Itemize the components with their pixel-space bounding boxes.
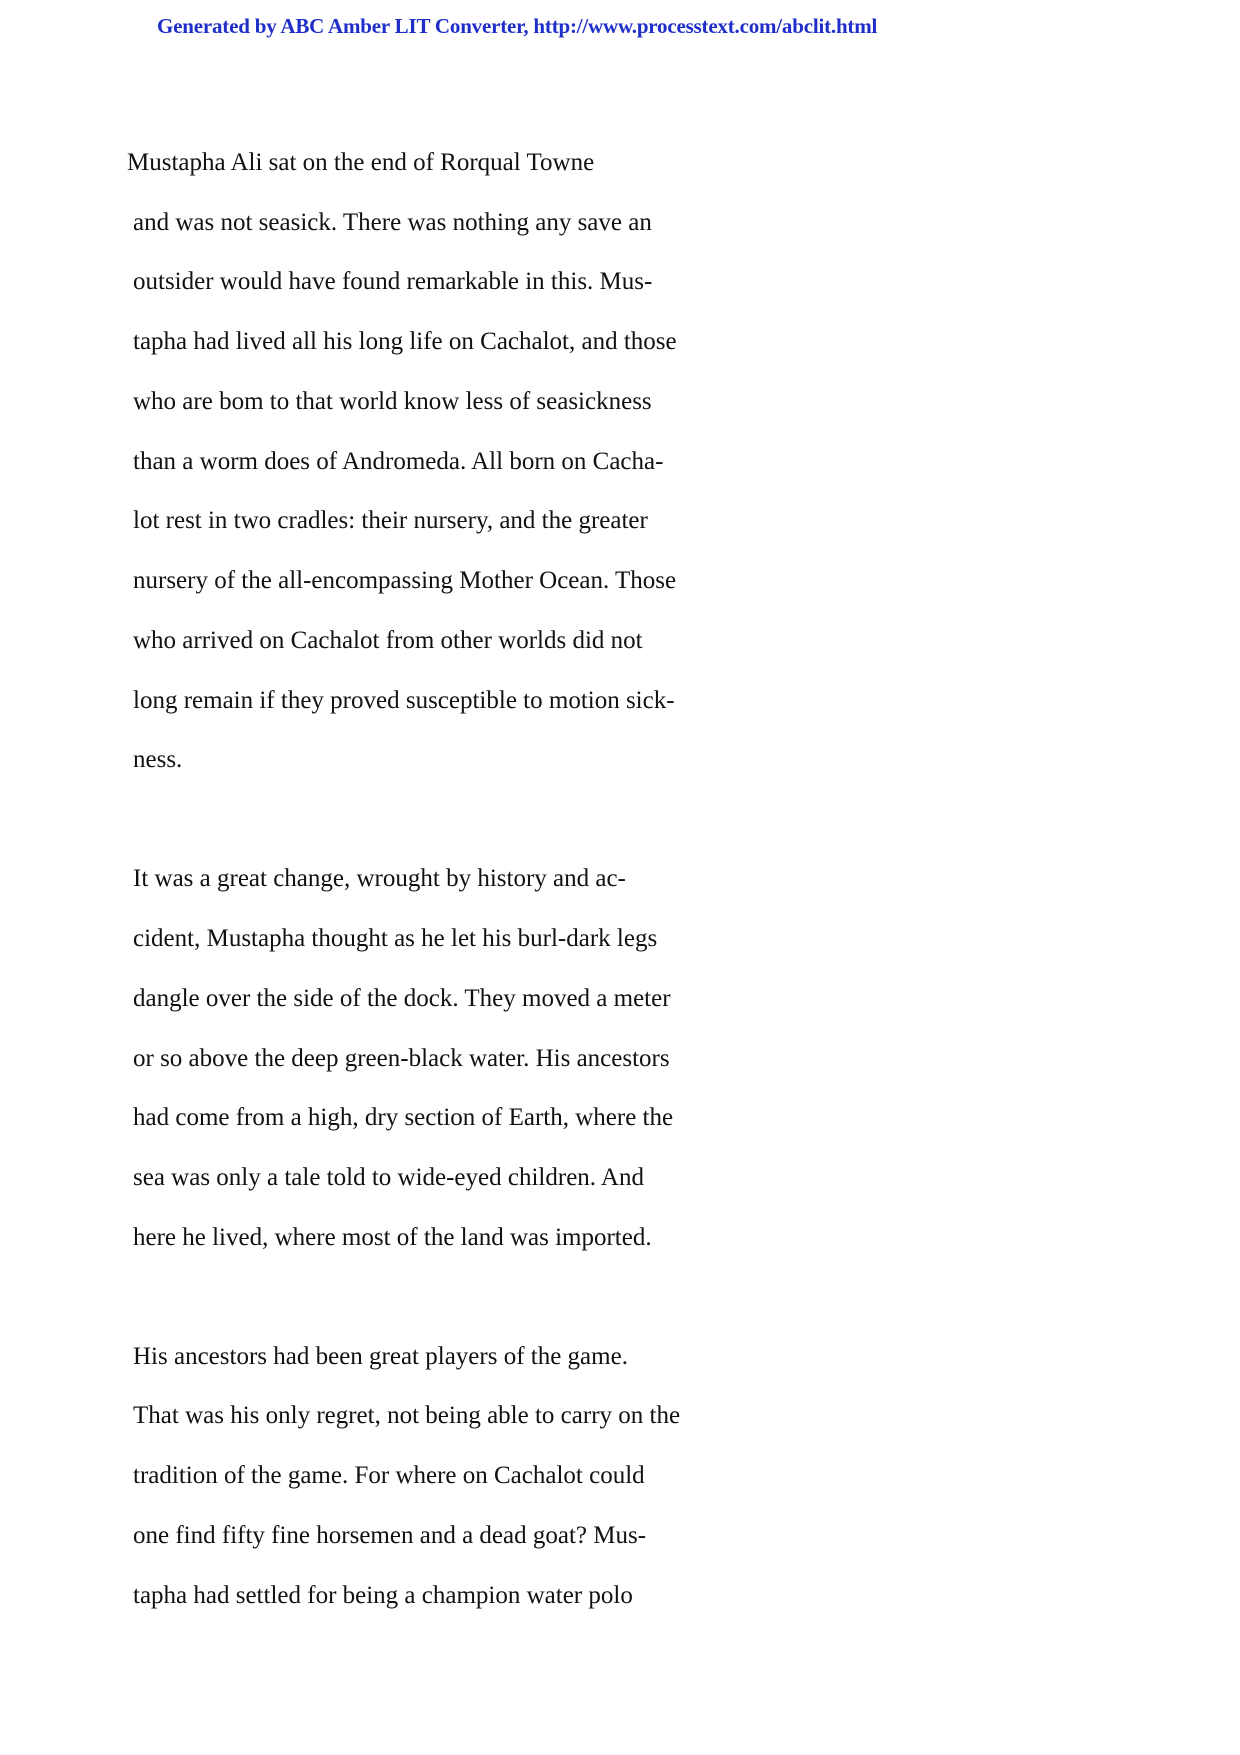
paragraph-3-line-5: tapha had settled for being a champion water polo	[133, 1582, 633, 1609]
paragraph-2-line-3: dangle over the side of the dock. They moved a meter	[133, 985, 671, 1012]
paragraph-1-line-1: Mustapha Ali sat on the end of Rorqual Towne	[127, 149, 595, 176]
paragraph-3-line-2: That was his only regret, not being able to carry on the	[133, 1402, 681, 1429]
paragraph-2-line-1: It was a great change, wrought by history and ac-	[133, 865, 626, 892]
paragraph-1-line-8: nursery of the all-encompassing Mother Ocean. Those	[133, 567, 677, 594]
paragraph-3-line-4: one find fifty fine horsemen and a dead goat? Mus-	[133, 1522, 647, 1549]
paragraph-1-line-6: than a worm does of Andromeda. All born on Cacha-	[133, 448, 664, 475]
paragraph-3-line-3: tradition of the game. For where on Cachalot could	[133, 1462, 645, 1489]
paragraph-1-line-11: ness.	[133, 746, 183, 773]
paragraph-2-line-5: had come from a high, dry section of Earth, where the	[133, 1104, 674, 1131]
paragraph-1-line-10: long remain if they proved susceptible to motion sick-	[133, 687, 675, 714]
paragraph-2-line-4: or so above the deep green-black water. His ancestors	[133, 1045, 670, 1072]
paragraph-2-line-6: sea was only a tale told to wide-eyed children. And	[133, 1164, 644, 1191]
paragraph-3-line-1: His ancestors had been great players of the game.	[133, 1343, 628, 1370]
paragraph-2-line-2: cident, Mustapha thought as he let his burl-dark legs	[133, 925, 658, 952]
paragraph-1-line-3: outsider would have found remarkable in this. Mus-	[133, 268, 653, 295]
paragraph-1-line-9: who arrived on Cachalot from other worlds did not	[133, 627, 643, 654]
paragraph-1-line-2: and was not seasick. There was nothing any save an	[133, 209, 652, 236]
paragraph-1-line-5: who are bom to that world know less of seasickness	[133, 388, 652, 415]
paragraph-1-line-7: lot rest in two cradles: their nursery, and the greater	[133, 507, 648, 534]
paragraph-1-line-4: tapha had lived all his long life on Cachalot, and those	[133, 328, 677, 355]
converter-banner: Generated by ABC Amber LIT Converter, http://www.processtext.com/abclit.html	[157, 14, 878, 38]
paragraph-2-line-7: here he lived, where most of the land was imported.	[133, 1224, 652, 1251]
